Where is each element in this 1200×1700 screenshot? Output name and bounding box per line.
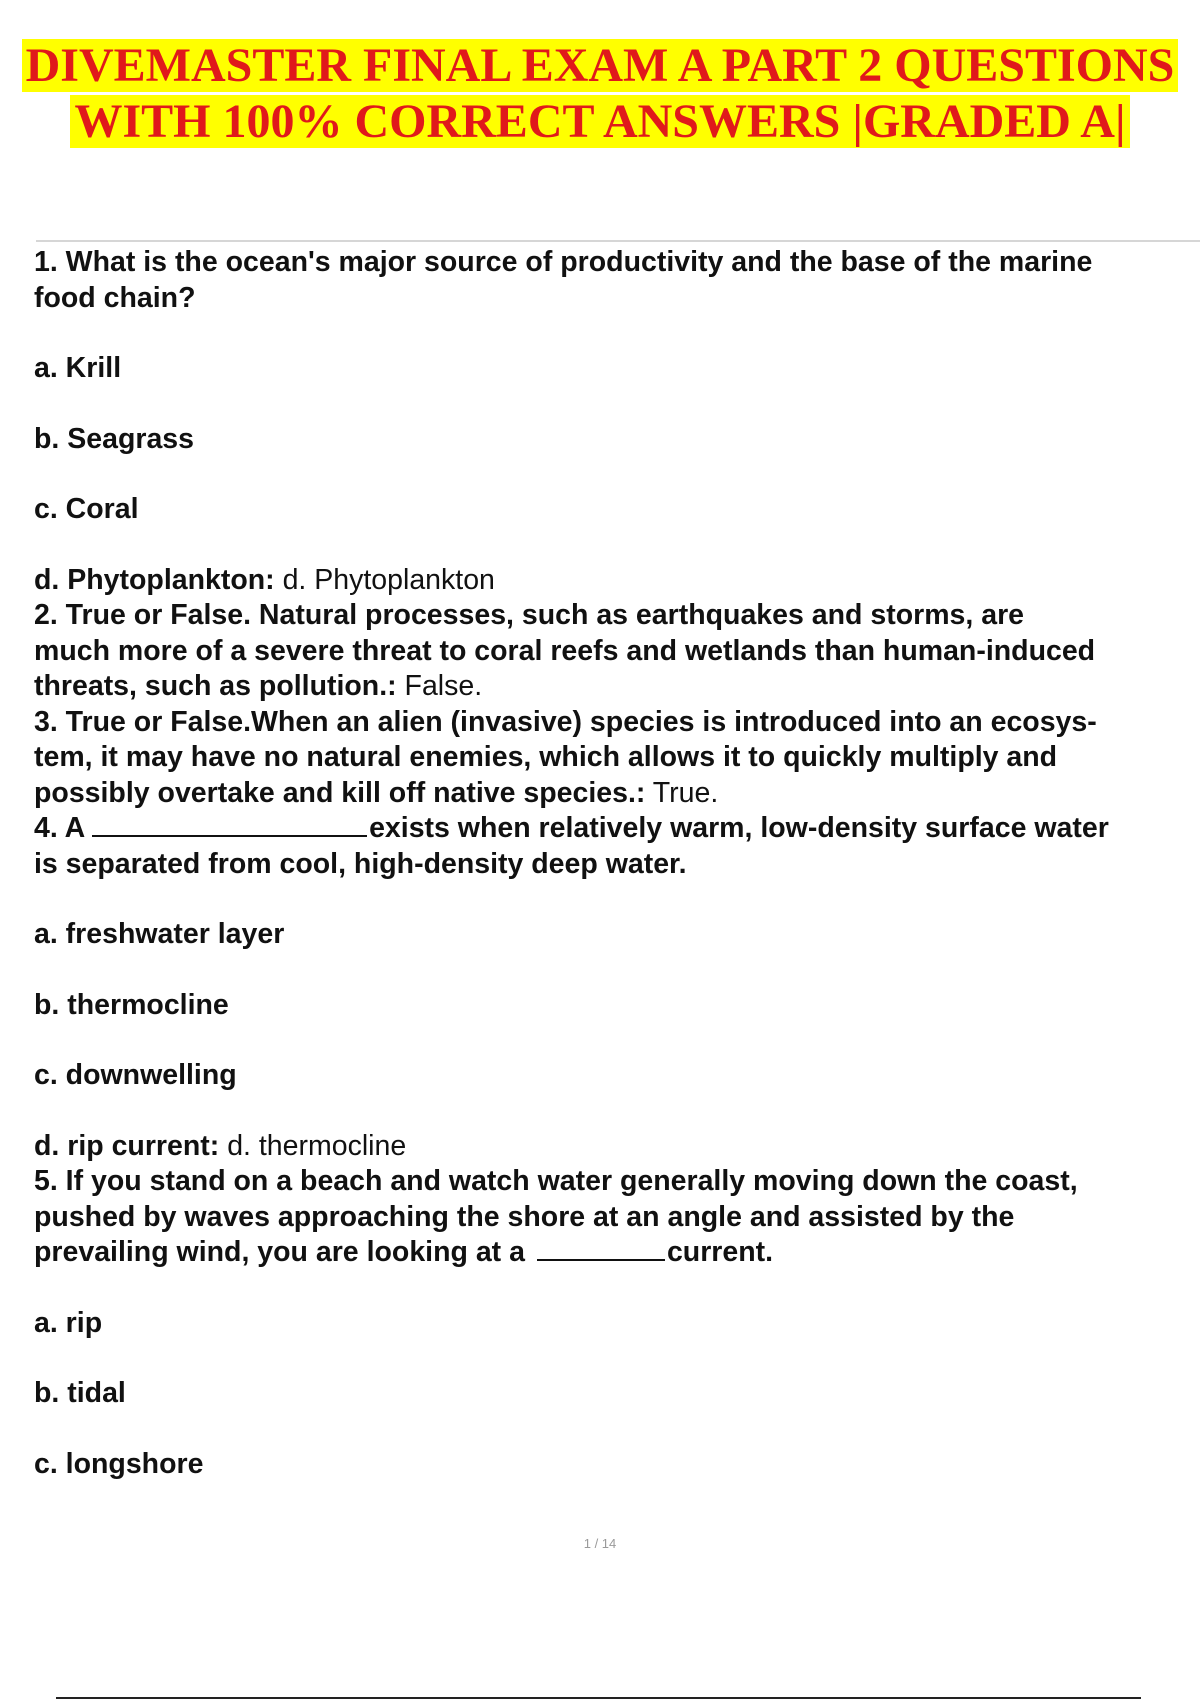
bottom-divider	[56, 1697, 1141, 1699]
page-number: 1 / 14	[583, 1536, 617, 1551]
questions-content	[34, 245, 1200, 1482]
q5-option-c: c. longshore	[34, 1447, 204, 1480]
q1-text-line-2: food chain?	[34, 281, 196, 314]
q4-option-c: c. downwelling	[34, 1059, 237, 1091]
title-line-1: DIVEMASTER FINAL EXAM A PART 2 QUESTIONS	[22, 39, 1179, 92]
q2-text-line-2: much more of a severe threat to coral reefs and wetlands than human-induced	[34, 634, 1096, 667]
q5-text-line-1: 5. If you stand on a beach and watch water generally moving down the coast,	[34, 1165, 1078, 1197]
q3-text-line-3-row	[34, 776, 1200, 812]
q3-text-line-1: 3. True or False.When an alien (invasive) species is introduced into an ecosys-	[34, 705, 1097, 738]
q1-option-a: a. Krill	[34, 352, 122, 384]
q5-text-line-3	[34, 1235, 1200, 1271]
q2-text-line-3: threats, such as pollution.:	[34, 670, 397, 702]
q1-answer: d. Phytoplankton	[282, 563, 495, 596]
q1-option-b: b. Seagrass	[34, 422, 195, 455]
q1-option-d: d. Phytoplankton:	[34, 563, 275, 596]
q5-option-a: a. rip	[34, 1306, 103, 1339]
q1-option-d-line	[34, 563, 1200, 599]
q5-option-b: b. tidal	[34, 1377, 126, 1409]
q4-answer: d. thermocline	[227, 1129, 407, 1162]
q5-text-start: prevailing wind, you are looking at a	[34, 1236, 525, 1268]
q4-blank	[92, 811, 367, 837]
document-title	[0, 38, 1200, 150]
q4-text-start: 4. A	[34, 812, 85, 844]
q4-option-a: a. freshwater layer	[34, 918, 285, 950]
q4-option-b: b. thermocline	[34, 988, 229, 1021]
q2-text-line-3-row	[34, 669, 1200, 705]
q5-text-end: current.	[666, 1236, 774, 1268]
q4-text-line-2: is separated from cool, high-density deep water.	[34, 847, 687, 880]
q4-option-d: d. rip current:	[34, 1129, 220, 1162]
title-divider	[36, 240, 1200, 242]
q3-answer: True.	[652, 776, 719, 809]
q3-text-line-3: possibly overtake and kill off native species.:	[34, 776, 646, 809]
q1-option-c: c. Coral	[34, 493, 139, 525]
q3-text-line-2: tem, it may have no natural enemies, which allows it to quickly multiply and	[34, 741, 1058, 773]
q4-text-line-1	[34, 811, 1200, 847]
q5-blank	[537, 1235, 665, 1261]
q5-text-line-2: pushed by waves approaching the shore at an angle and assisted by the	[34, 1200, 1015, 1233]
q4-text-end: exists when relatively warm, low-density surface water	[369, 812, 1109, 844]
q2-answer: False.	[404, 670, 483, 702]
title-line-2: WITH 100% CORRECT ANSWERS |GRADED A|	[70, 95, 1129, 148]
q1-text-line-1: 1. What is the ocean's major source of productivity and the base of the marine	[34, 246, 1093, 278]
q4-option-d-line	[34, 1129, 1200, 1165]
q2-text-line-1: 2. True or False. Natural processes, such as earthquakes and storms, are	[34, 599, 1025, 631]
